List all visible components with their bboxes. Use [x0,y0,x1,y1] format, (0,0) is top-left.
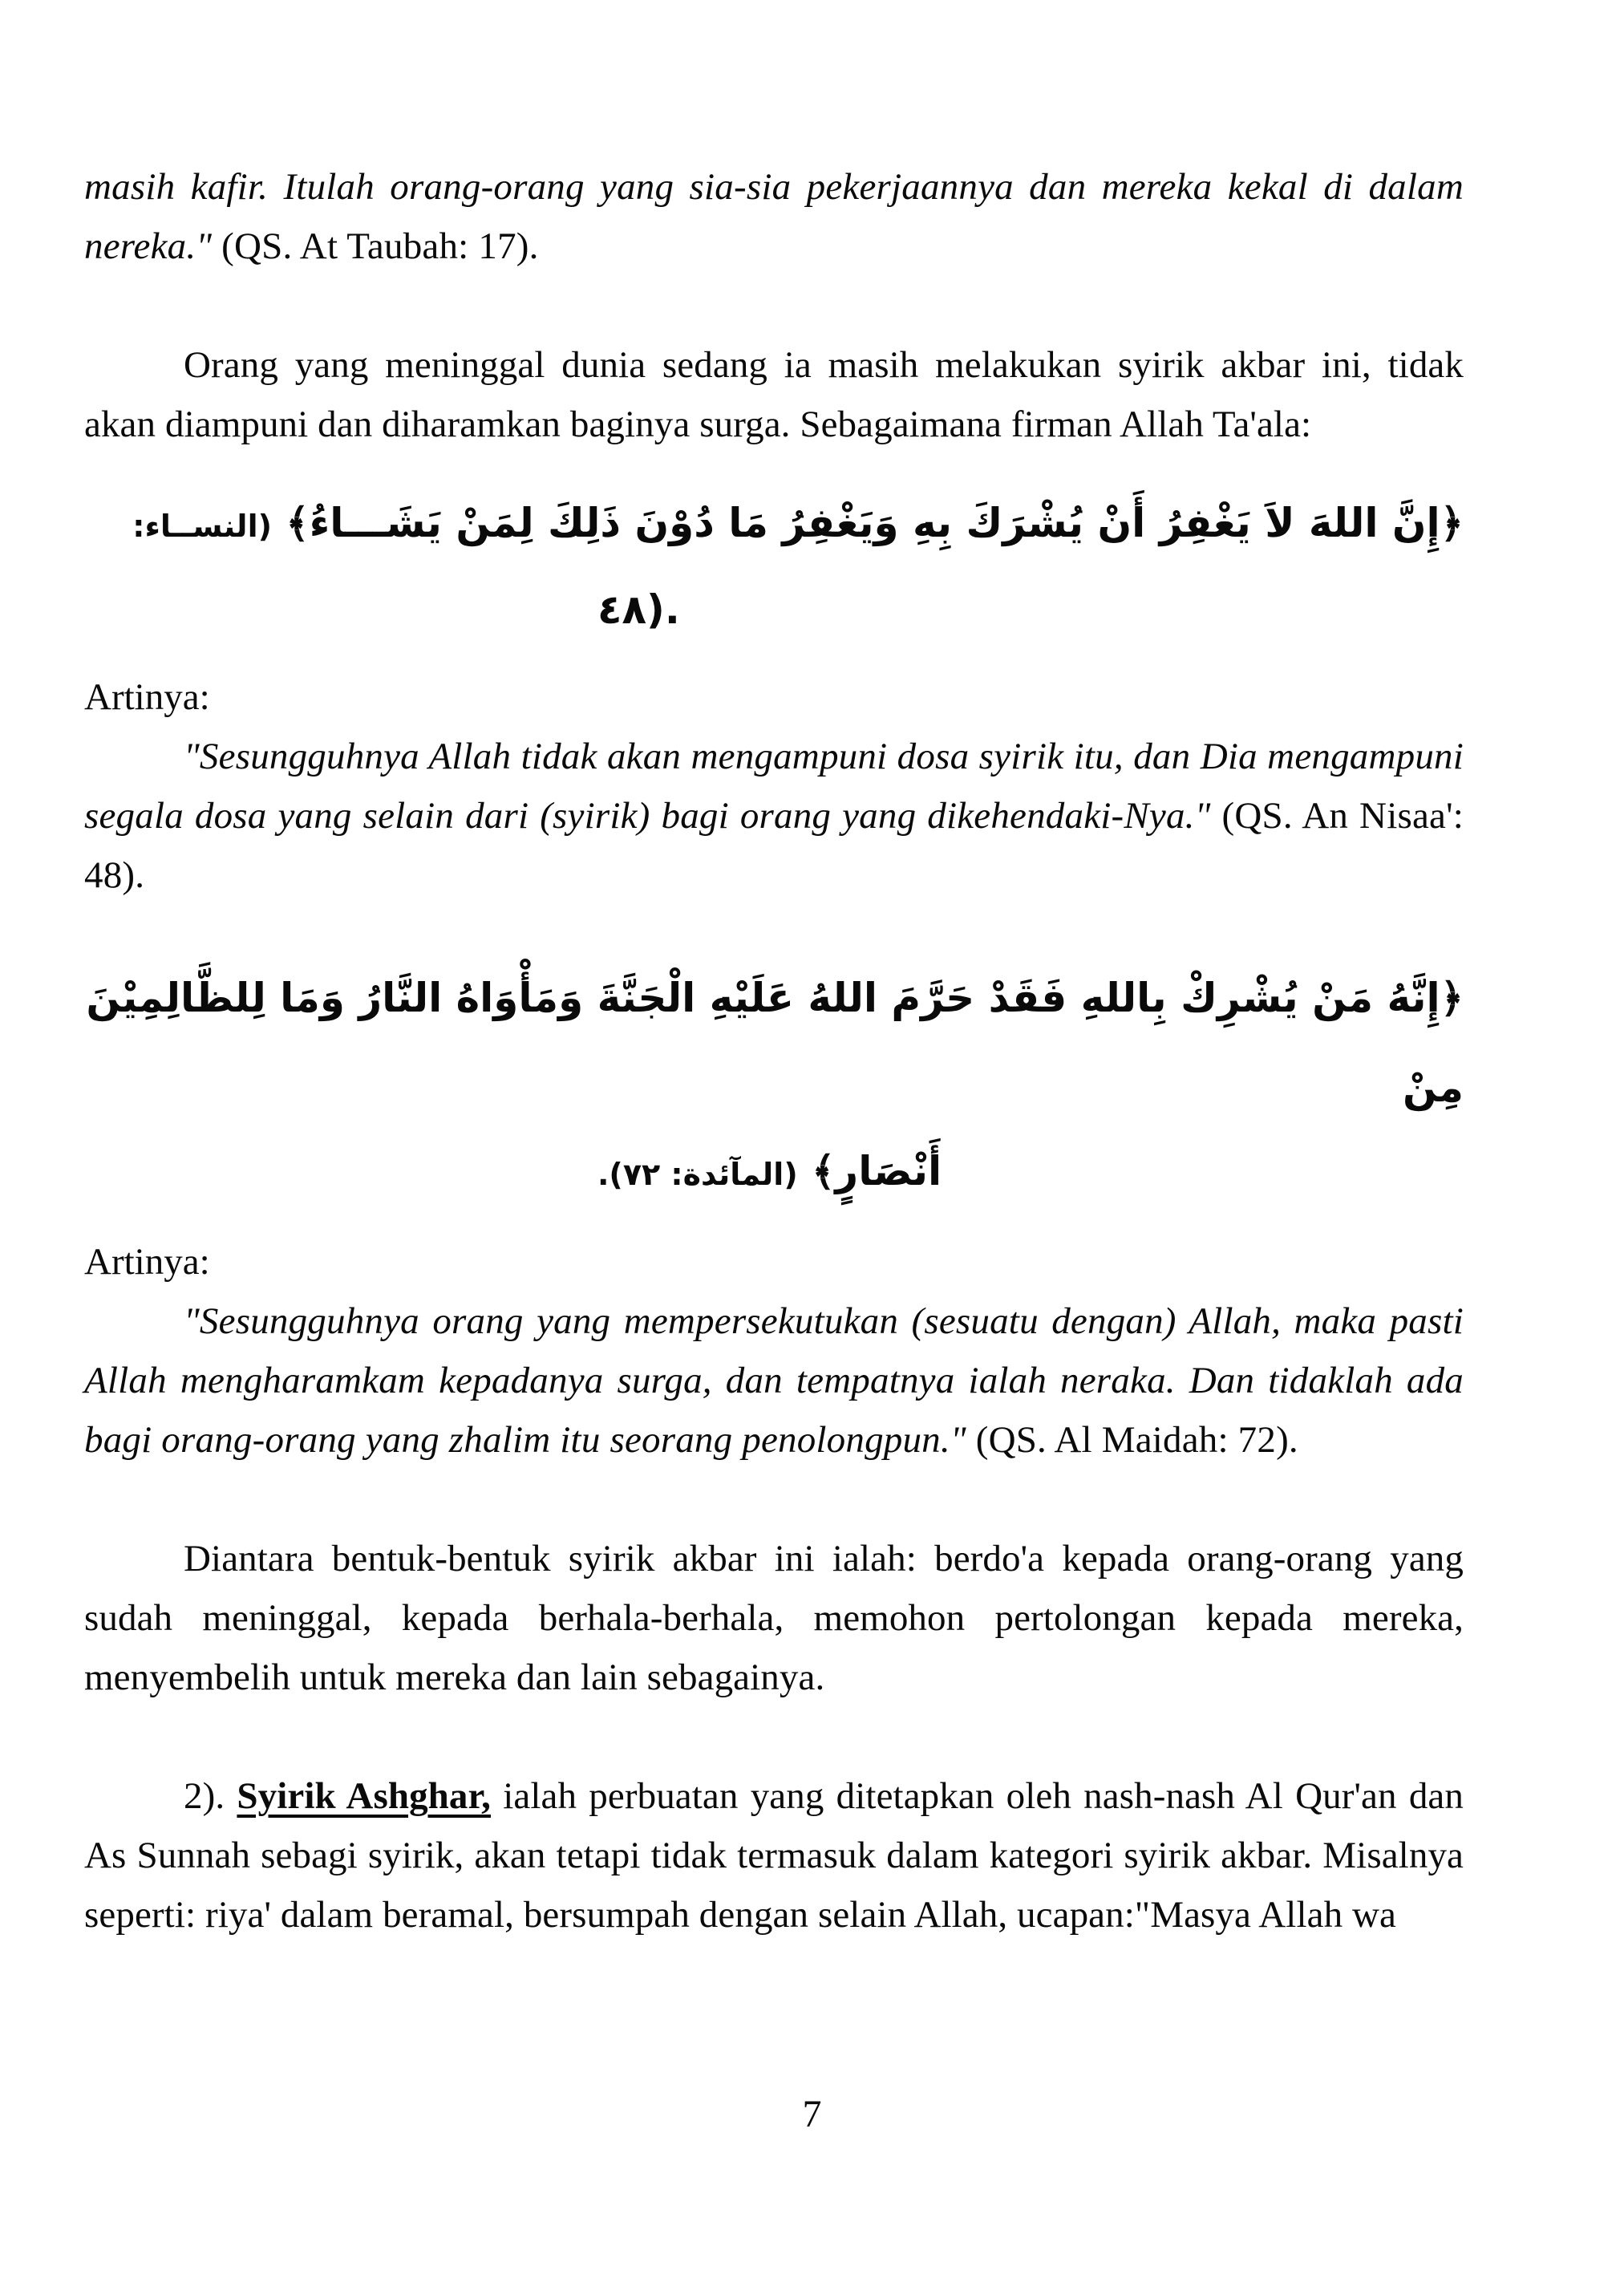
spacer [84,276,1464,335]
list-marker-2: 2). [184,1775,237,1817]
paragraph-continued-quote [84,157,1464,276]
arabic-verse-an-nisaa-source-opening: (النســاء: [132,509,272,544]
page-content-column [84,0,1464,1944]
spacer [84,1707,1464,1766]
artinya-label-second: Artinya: [84,1241,210,1283]
term-syirik-ashghar: Syirik Ashghar, [237,1775,492,1817]
paragraph-translation-al-maidah [84,1292,1464,1470]
arabic-verse-al-maidah-line-2 [84,1133,1464,1213]
translation-al-maidah-citation: (QS. Al Maidah: 72). [966,1419,1298,1461]
arabic-verse-al-maidah-tail-word: أَنْصَارٍ﴾ [812,1148,942,1194]
artinya-label-first: Artinya: [84,676,210,718]
translation-an-nisaa-citation: (QS. An Nisaa': 48). [84,795,1464,896]
page-number: 7 [802,2093,822,2135]
arabic-verse-al-maidah-line-1: ﴿إِنَّهُ مَنْ يُشْرِكْ بِاللهِ فَقَدْ حَرَّمَ اللهُ عَلَيْهِ الْجَنَّةَ وَمَأْوَاهُ النَّارُ وَمَا لِلظَّالِمِيْنَ مِنْ [86,975,1464,1111]
spacer [84,454,1464,478]
spacer [84,648,1464,667]
spacer [84,1470,1464,1529]
paragraph-orang-meninggal: Orang yang meninggal dunia sedang ia masih melakukan syirik akbar ini, tidak akan diampuni dan diharamkan baginya surga. Sebagaimana firman Allah Ta'ala: [84,344,1464,445]
spacer [84,905,1464,953]
arabic-verse-an-nisaa-ayah-number: .(٤٨ [597,586,680,633]
arabic-verse-an-nisaa-text: ﴿إِنَّ اللهَ لاَ يَغْفِرُ أَنْ يُشْرَكَ بِهِ وَيَغْفِرُ مَا دُوْنَ ذَلِكَ لِمَنْ يَشَـــاءُ﴾ [286,500,1464,546]
paragraph-syirik-ashghar [84,1766,1464,1944]
paragraph-translation-an-nisaa [84,727,1464,905]
translation-al-maidah-quote: "Sesungguhnya orang yang mempersekutukan (sesuatu dengan) Allah, maka pasti Allah mengharamkam kepadanya surga, dan tempatnya ialah neraka. Dan tidaklah ada bagi orang-orang yang zhalim itu seorang penolongpun." [84,1300,1464,1461]
continued-quote-citation: (QS. At Taubah: 17). [212,225,539,267]
continued-quote-italic-text: masih kafir. Itulah orang-orang yang sia-sia pekerjaannya dan mereka kekal di dalam nereka." [84,166,1464,267]
paragraph-diantara-bentuk: Diantara bentuk-bentuk syirik akbar ini ialah: berdo'a kepada orang-orang yang sudah meninggal, kepada berhala-berhala, memohon pertolongan kepada mereka, menyembelih untuk mereka dan lain sebagainya. [84,1538,1464,1698]
translation-an-nisaa-quote: "Sesungguhnya Allah tidak akan mengampuni dosa syirik itu, dan Dia mengampuni segala dosa yang selain dari (syirik) bagi orang yang dikehendaki-Nya." [84,736,1464,837]
syirik-ashghar-description: ialah perbuatan yang ditetapkan oleh nash-nash Al Qur'an dan As Sunnah sebagi syirik, akan tetapi tidak termasuk dalam kategori syirik akbar. Misalnya seperti: riya' dalam beramal, bersumpah dengan selain Allah, ucapan:"Masya Allah wa [84,1775,1464,1936]
spacer [84,1213,1464,1232]
arabic-verse-al-maidah-source: (المآئدة: ٧٢). [597,1157,798,1192]
arabic-verse-an-nisaa [84,478,1464,571]
